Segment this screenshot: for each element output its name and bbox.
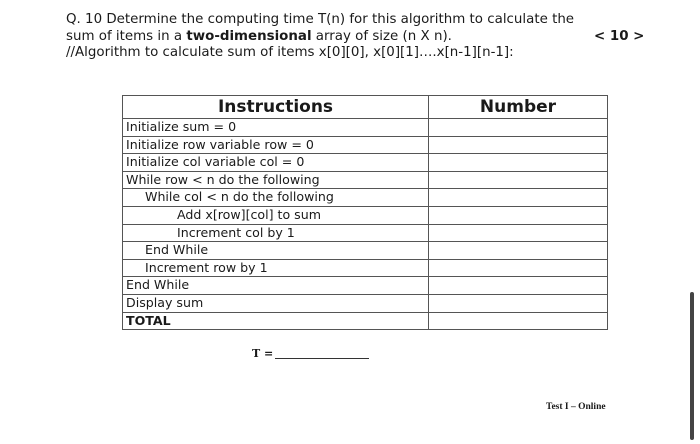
number-header: Number bbox=[429, 96, 608, 119]
number-cell[interactable] bbox=[429, 136, 608, 154]
number-cell[interactable] bbox=[429, 206, 608, 224]
number-cell[interactable] bbox=[429, 224, 608, 242]
question-block bbox=[66, 12, 645, 62]
total-number-cell[interactable] bbox=[429, 312, 608, 330]
instruction-cell: Add x[row][col] to sum bbox=[123, 206, 429, 224]
number-cell[interactable] bbox=[429, 242, 608, 260]
number-cell[interactable] bbox=[429, 154, 608, 172]
instruction-cell: Initialize col variable col = 0 bbox=[123, 154, 429, 172]
number-cell[interactable] bbox=[429, 171, 608, 189]
table-row bbox=[123, 277, 608, 295]
instruction-cell: Initialize sum = 0 bbox=[123, 119, 429, 137]
question-line-1: Q. 10 Determine the computing time T(n) for this algorithm to calculate the bbox=[66, 12, 575, 27]
answer-line bbox=[252, 347, 369, 360]
number-cell[interactable] bbox=[429, 294, 608, 312]
table-row bbox=[123, 189, 608, 207]
table-row bbox=[123, 294, 608, 312]
question-line-2-post: array of size (n X n). bbox=[311, 28, 452, 44]
total-label: TOTAL bbox=[123, 312, 429, 330]
instruction-cell: End While bbox=[123, 242, 429, 260]
instruction-cell: While row < n do the following bbox=[123, 171, 429, 189]
number-cell[interactable] bbox=[429, 189, 608, 207]
answer-blank[interactable] bbox=[275, 358, 369, 359]
table-row bbox=[123, 224, 608, 242]
instructions-header: Instructions bbox=[123, 96, 429, 119]
number-cell[interactable] bbox=[429, 277, 608, 295]
number-cell[interactable] bbox=[429, 259, 608, 277]
instructions-table bbox=[122, 95, 608, 330]
table-row bbox=[123, 154, 608, 172]
table-header-row bbox=[123, 96, 608, 119]
table-row bbox=[123, 259, 608, 277]
instruction-cell: Initialize row variable row = 0 bbox=[123, 136, 429, 154]
instruction-cell: While col < n do the following bbox=[123, 189, 429, 207]
instruction-cell: Increment col by 1 bbox=[123, 224, 429, 242]
question-line-3: //Algorithm to calculate sum of items x[0][0], x[0][1]….x[n-1][n-1]: bbox=[66, 45, 514, 60]
instruction-cell: Increment row by 1 bbox=[123, 259, 429, 277]
table-row bbox=[123, 242, 608, 260]
answer-label: T = bbox=[252, 347, 274, 360]
marks-badge: < 10 > bbox=[594, 28, 645, 44]
number-cell[interactable] bbox=[429, 119, 608, 137]
table-row bbox=[123, 171, 608, 189]
footer-text: Test I – Online bbox=[546, 402, 606, 412]
total-row bbox=[123, 312, 608, 330]
question-line-2-pre: sum of items in a bbox=[66, 28, 187, 44]
table-row bbox=[123, 136, 608, 154]
question-bold-term: two-dimensional bbox=[186, 28, 312, 44]
scrollbar[interactable] bbox=[690, 292, 694, 440]
table-row bbox=[123, 206, 608, 224]
instruction-cell: Display sum bbox=[123, 294, 429, 312]
instruction-cell: End While bbox=[123, 277, 429, 295]
table-row bbox=[123, 119, 608, 137]
question-line-2 bbox=[66, 28, 645, 46]
